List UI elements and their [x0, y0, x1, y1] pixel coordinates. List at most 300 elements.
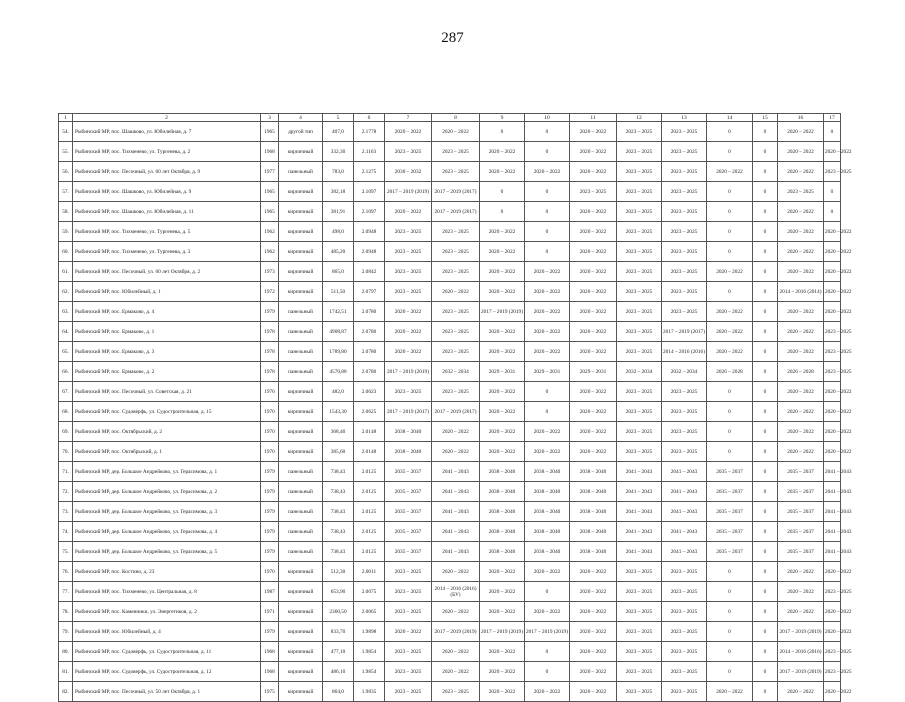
table-cell: 2023 – 2025 — [617, 222, 662, 242]
address-cell: Рыбинский МР, пос. Шашково, ул. Юбилейная, д. 11 — [73, 202, 261, 222]
table-cell: 2038 – 2040 — [480, 522, 525, 542]
table-cell: 2360,50 — [323, 602, 354, 622]
table-cell: 2041 – 2043 — [662, 482, 707, 502]
table-cell: 2035 – 2037 — [385, 522, 432, 542]
table-cell: 2017 – 2019 (2017) — [432, 202, 480, 222]
table-row — [59, 382, 841, 402]
table-cell: 80. — [59, 642, 73, 662]
table-cell: 0 — [707, 382, 753, 402]
table-cell: 0 — [707, 602, 753, 622]
table-row — [59, 562, 841, 582]
table-cell: 2020 – 2022 — [778, 422, 824, 442]
table-cell: 0 — [753, 562, 778, 582]
table-cell: 512,30 — [323, 562, 354, 582]
table-cell: 0 — [707, 142, 753, 162]
table-cell: 2020 – 2022 — [570, 242, 617, 262]
table-cell: 2035 – 2037 — [778, 462, 824, 482]
column-number: 6 — [354, 114, 385, 122]
table-cell: 0 — [707, 642, 753, 662]
table-cell: 1962 — [261, 222, 279, 242]
table-cell: 2020 – 2022 — [432, 122, 480, 142]
table-cell: 2035 – 2037 — [778, 482, 824, 502]
table-cell: 2020 – 2022 — [778, 382, 824, 402]
table-cell: кирпичный — [279, 202, 323, 222]
table-cell: 2017 – 2019 (2017) — [432, 182, 480, 202]
table-row — [59, 122, 841, 142]
table-cell: кирпичный — [279, 602, 323, 622]
table-cell: 2023 – 2025 — [617, 322, 662, 342]
table-cell: 2017 – 2019 (2019) — [432, 622, 480, 642]
table-cell: другой тип — [279, 122, 323, 142]
table-cell: 2023 – 2025 — [617, 562, 662, 582]
table-cell: 2020 – 2022 — [824, 602, 841, 622]
table-cell: 738,43 — [323, 482, 354, 502]
table-cell: панельный — [279, 482, 323, 502]
table-cell: 0 — [753, 662, 778, 682]
column-number: 11 — [570, 114, 617, 122]
table-cell: 2041 – 2043 — [662, 462, 707, 482]
table-cell: 2020 – 2022 — [480, 382, 525, 402]
table-cell: 2023 – 2025 — [824, 662, 841, 682]
table-cell: 2017 – 2019 (2017) — [385, 402, 432, 422]
table-cell: 54. — [59, 122, 73, 142]
table-cell: 2023 – 2025 — [432, 322, 480, 342]
table-cell: 0 — [753, 422, 778, 442]
table-cell: 2023 – 2025 — [385, 662, 432, 682]
column-number: 13 — [662, 114, 707, 122]
address-cell: Рыбинский МР, пос. Каменники, ул. Энергетиков, д. 2 — [73, 602, 261, 622]
table-cell: 2035 – 2037 — [385, 482, 432, 502]
table-cell: 2023 – 2025 — [617, 402, 662, 422]
table-cell: 81. — [59, 662, 73, 682]
table-cell: 71. — [59, 462, 73, 482]
table-cell: 1978 — [261, 342, 279, 362]
table-cell: панельный — [279, 162, 323, 182]
table-cell: 2017 – 2019 (2017) — [432, 402, 480, 422]
table-row — [59, 662, 841, 682]
table-cell: 2023 – 2025 — [662, 442, 707, 462]
table-cell: 2020 – 2022 — [824, 562, 841, 582]
table-cell: 2020 – 2022 — [480, 642, 525, 662]
table-row — [59, 602, 841, 622]
table-cell: панельный — [279, 362, 323, 382]
table-cell: 2020 – 2022 — [570, 122, 617, 142]
table-cell: 2041 – 2043 — [824, 542, 841, 562]
table-cell: 2020 – 2022 — [570, 602, 617, 622]
table-cell: 1.9835 — [354, 682, 385, 702]
table-cell: 2038 – 2040 — [525, 522, 570, 542]
table-cell: 2023 – 2025 — [662, 282, 707, 302]
table-cell: 381,91 — [323, 202, 354, 222]
table-cell: 2020 – 2022 — [778, 162, 824, 182]
table-cell: 2023 – 2025 — [385, 682, 432, 702]
column-number: 15 — [753, 114, 778, 122]
table-cell: 68. — [59, 402, 73, 422]
table-row — [59, 202, 841, 222]
table-cell: 2023 – 2025 — [432, 162, 480, 182]
table-cell: 2038 – 2040 — [570, 542, 617, 562]
table-cell: 2020 – 2022 — [570, 422, 617, 442]
table-cell: 2014 – 2016 (2014) — [778, 282, 824, 302]
table-cell: 2020 – 2022 — [432, 562, 480, 582]
table-cell: кирпичный — [279, 682, 323, 702]
address-cell: Рыбинский МР, пос. Судоверфь, ул. Судостроительная, д. 11 — [73, 642, 261, 662]
table-cell: 1976 — [261, 382, 279, 402]
table-cell: 2041 – 2043 — [824, 502, 841, 522]
table-row — [59, 282, 841, 302]
table-cell: кирпичный — [279, 422, 323, 442]
table-cell: 2017 – 2019 (2019) — [778, 662, 824, 682]
table-cell: 66. — [59, 362, 73, 382]
table-cell: кирпичный — [279, 222, 323, 242]
table-cell: 486,10 — [323, 662, 354, 682]
table-cell: 2023 – 2025 — [617, 662, 662, 682]
table-cell: 1962 — [261, 242, 279, 262]
table-cell: 2020 – 2022 — [570, 342, 617, 362]
table-cell: 2020 – 2022 — [385, 202, 432, 222]
table-cell: кирпичный — [279, 442, 323, 462]
table-cell: 2023 – 2025 — [432, 142, 480, 162]
table-cell: 1543,30 — [323, 402, 354, 422]
table-cell: 0 — [525, 402, 570, 422]
table-cell: панельный — [279, 342, 323, 362]
table-cell: 0 — [525, 242, 570, 262]
table-cell: 0 — [480, 122, 525, 142]
table-cell: 2020 – 2022 — [385, 342, 432, 362]
table-cell: 74. — [59, 522, 73, 542]
table-cell: 2020 – 2022 — [480, 222, 525, 242]
table-cell: 2023 – 2025 — [617, 242, 662, 262]
table-cell: 1970 — [261, 562, 279, 582]
table-cell: 0 — [753, 682, 778, 702]
table-cell: 57. — [59, 182, 73, 202]
table-cell: 2023 – 2025 — [617, 622, 662, 642]
table-cell: 0 — [753, 642, 778, 662]
table-cell: 2020 – 2022 — [525, 322, 570, 342]
table-cell: 2020 – 2022 — [707, 682, 753, 702]
table-cell: 2020 – 2022 — [707, 262, 753, 282]
table-cell: 0 — [480, 182, 525, 202]
table-cell: 2020 – 2022 — [480, 322, 525, 342]
column-number: 5 — [323, 114, 354, 122]
table-cell: кирпичный — [279, 262, 323, 282]
address-cell: Рыбинский МР, дер. Большое Андрейково, ул. Герасимова, д. 4 — [73, 522, 261, 542]
table-cell: 332,30 — [323, 142, 354, 162]
table-row — [59, 162, 841, 182]
table-cell: 0 — [707, 662, 753, 682]
table-cell: 2023 – 2025 — [617, 182, 662, 202]
table-cell: 0 — [753, 142, 778, 162]
table-cell: 0 — [753, 522, 778, 542]
table-cell: 2023 – 2025 — [662, 622, 707, 642]
table-cell: 0 — [753, 182, 778, 202]
table-cell: 738,43 — [323, 542, 354, 562]
table-cell: 2035 – 2037 — [385, 542, 432, 562]
address-cell: Рыбинский МР, пос. Тихменево, ул. Тургенева, д. 2 — [73, 142, 261, 162]
table-cell: 0 — [824, 182, 841, 202]
table-cell: 2038 – 2040 — [570, 482, 617, 502]
table-cell: 2020 – 2022 — [570, 142, 617, 162]
table-cell: 738,43 — [323, 522, 354, 542]
table-cell: 2023 – 2025 — [385, 382, 432, 402]
table-cell: 2020 – 2022 — [525, 602, 570, 622]
table-cell: 833,70 — [323, 622, 354, 642]
table-cell: 2032 – 2034 — [617, 362, 662, 382]
table-cell: 2020 – 2022 — [570, 642, 617, 662]
column-number: 9 — [480, 114, 525, 122]
table-cell: 1970 — [261, 422, 279, 442]
table-cell: 1.9898 — [354, 622, 385, 642]
table-cell: 2020 – 2022 — [480, 342, 525, 362]
table-cell: 2038 – 2040 — [525, 502, 570, 522]
table-cell: 2023 – 2025 — [662, 402, 707, 422]
table-cell: 2020 – 2022 — [778, 202, 824, 222]
table-cell: 2026 – 2028 — [778, 362, 824, 382]
table-cell: 2023 – 2025 — [432, 262, 480, 282]
table-cell: 78. — [59, 602, 73, 622]
table-cell: 2020 – 2022 — [824, 302, 841, 322]
table-cell: 2023 – 2025 — [662, 382, 707, 402]
table-cell: 1971 — [261, 602, 279, 622]
table-cell: панельный — [279, 542, 323, 562]
table-cell: 1979 — [261, 482, 279, 502]
address-cell: Рыбинский МР, пос. Костино, д. 23 — [73, 562, 261, 582]
table-cell: 0 — [753, 622, 778, 642]
table-cell: 2.0623 — [354, 382, 385, 402]
table-cell: 2023 – 2025 — [824, 582, 841, 602]
table-cell: 63. — [59, 302, 73, 322]
table-cell: 2020 – 2022 — [570, 202, 617, 222]
table-cell: 2023 – 2025 — [385, 642, 432, 662]
table-cell: 2020 – 2022 — [778, 682, 824, 702]
table-cell: 2023 – 2025 — [617, 122, 662, 142]
table-cell: 0 — [753, 442, 778, 462]
table-row — [59, 142, 841, 162]
table-cell: 2020 – 2022 — [707, 322, 753, 342]
table-cell: 2023 – 2025 — [662, 142, 707, 162]
table-cell: 1742,51 — [323, 302, 354, 322]
table-cell: 2.0780 — [354, 362, 385, 382]
table-cell: 2020 – 2022 — [525, 262, 570, 282]
table-cell: 2020 – 2022 — [570, 582, 617, 602]
address-cell: Рыбинский МР, дер. Большое Андрейково, ул. Герасимова, д. 5 — [73, 542, 261, 562]
table-cell: 2020 – 2022 — [778, 442, 824, 462]
table-cell: кирпичный — [279, 662, 323, 682]
table-cell: 75. — [59, 542, 73, 562]
table-cell: 2020 – 2022 — [480, 282, 525, 302]
column-number: 17 — [824, 114, 841, 122]
table-cell: 2020 – 2022 — [778, 302, 824, 322]
table-cell: 69. — [59, 422, 73, 442]
table-cell: 485,20 — [323, 242, 354, 262]
table-cell: 2.1097 — [354, 182, 385, 202]
table-cell: 2020 – 2022 — [570, 302, 617, 322]
table-cell: 1987 — [261, 582, 279, 602]
table-cell: 0 — [525, 122, 570, 142]
table-cell: 2020 – 2022 — [824, 622, 841, 642]
table-cell: 2020 – 2022 — [824, 142, 841, 162]
table-cell: 2020 – 2022 — [570, 222, 617, 242]
table-cell: 2035 – 2037 — [385, 502, 432, 522]
table-cell: 2017 – 2019 (2019) — [525, 622, 570, 642]
table-cell: 64. — [59, 322, 73, 342]
table-cell: 2023 – 2025 — [432, 302, 480, 322]
register-table — [58, 113, 852, 702]
table-cell: 2020 – 2022 — [570, 662, 617, 682]
table-cell: 2.0948 — [354, 222, 385, 242]
table-cell: 2020 – 2022 — [570, 162, 617, 182]
table-cell: 0 — [707, 282, 753, 302]
table-cell: 2041 – 2043 — [617, 482, 662, 502]
table-cell: 2.0125 — [354, 462, 385, 482]
table-cell: 2023 – 2025 — [617, 582, 662, 602]
table-cell: 511,50 — [323, 282, 354, 302]
table-row — [59, 482, 841, 502]
table-cell: 0 — [753, 262, 778, 282]
table-cell: 2035 – 2037 — [707, 462, 753, 482]
table-cell: 2020 – 2022 — [385, 122, 432, 142]
table-cell: 1975 — [261, 682, 279, 702]
table-cell: 1977 — [261, 162, 279, 182]
table-cell: 2020 – 2022 — [480, 602, 525, 622]
table-cell: 2020 – 2022 — [480, 442, 525, 462]
table-cell: 482,0 — [323, 382, 354, 402]
table-cell: 2023 – 2025 — [778, 182, 824, 202]
table-cell: 2020 – 2022 — [480, 262, 525, 282]
column-number: 1 — [59, 114, 73, 122]
address-cell: Рыбинский МР, пос. Песочный, ул. 50 лет Октября, д. 1 — [73, 682, 261, 702]
table-cell: 2023 – 2025 — [617, 442, 662, 462]
table-row — [59, 322, 841, 342]
table-cell: 2041 – 2043 — [824, 522, 841, 542]
table-cell: 2023 – 2025 — [432, 222, 480, 242]
table-cell: 2020 – 2022 — [824, 442, 841, 462]
table-cell: 1968 — [261, 142, 279, 162]
table-cell: 4908,87 — [323, 322, 354, 342]
table-row — [59, 222, 841, 242]
table-cell: 2038 – 2040 — [385, 422, 432, 442]
address-cell: Рыбинский МР, пос. Песочный, ул. 60 лет Октября, д. 9 — [73, 162, 261, 182]
table-cell: панельный — [279, 322, 323, 342]
table-cell: 2020 – 2022 — [480, 662, 525, 682]
table-cell: 1979 — [261, 622, 279, 642]
table-cell: 2020 – 2022 — [778, 242, 824, 262]
table-cell: 0 — [753, 542, 778, 562]
table-row — [59, 522, 841, 542]
table-cell: 2020 – 2022 — [570, 402, 617, 422]
table-cell: 2020 – 2022 — [525, 302, 570, 322]
table-cell: 2023 – 2025 — [385, 262, 432, 282]
table-cell: 0 — [753, 502, 778, 522]
address-cell: Рыбинский МР, пос. Судоверфь, ул. Судостроительная, д. 12 — [73, 662, 261, 682]
address-cell: Рыбинский МР, пос. Ермаково, д. 1 — [73, 322, 261, 342]
table-cell: 2020 – 2022 — [480, 162, 525, 182]
table-cell: 2035 – 2037 — [778, 522, 824, 542]
table-cell: 2020 – 2022 — [570, 322, 617, 342]
table-cell: 70. — [59, 442, 73, 462]
address-cell: Рыбинский МР, пос. Шашково, ул. Юбилейная, д. 9 — [73, 182, 261, 202]
table-cell: 2030 – 2032 — [385, 162, 432, 182]
table-cell: 0 — [707, 442, 753, 462]
table-cell: 1965 — [261, 182, 279, 202]
table-cell: 0 — [525, 662, 570, 682]
table-cell: 385,60 — [323, 442, 354, 462]
table-cell: 0 — [753, 602, 778, 622]
table-cell: 2023 – 2025 — [662, 302, 707, 322]
address-cell: Рыбинский МР, пос. Шашково, ул. Юбилейная, д. 7 — [73, 122, 261, 142]
table-cell: 2020 – 2022 — [480, 242, 525, 262]
table-cell: 2038 – 2040 — [570, 502, 617, 522]
table-cell: 2023 – 2025 — [432, 342, 480, 362]
address-cell: Рыбинский МР, пос. Песочный, ул. Советская, д. 21 — [73, 382, 261, 402]
table-cell: 1968 — [261, 662, 279, 682]
table-cell: 0 — [753, 482, 778, 502]
table-cell: 2020 – 2022 — [432, 662, 480, 682]
table-cell: 2020 – 2022 — [525, 682, 570, 702]
address-cell: Рыбинский МР, пос. Ермаково, д. 2 — [73, 362, 261, 382]
table-cell: 2023 – 2025 — [617, 382, 662, 402]
table-cell: панельный — [279, 462, 323, 482]
table-cell: 2020 – 2022 — [480, 422, 525, 442]
table-cell: 2026 – 2028 — [707, 362, 753, 382]
table-cell: 2038 – 2040 — [525, 542, 570, 562]
table-cell: 0 — [707, 402, 753, 422]
table-cell: 2017 – 2019 (2019) — [480, 302, 525, 322]
table-cell: 1979 — [261, 542, 279, 562]
table-cell: 2041 – 2043 — [617, 522, 662, 542]
column-number: 12 — [617, 114, 662, 122]
table-row — [59, 182, 841, 202]
table-cell: кирпичный — [279, 402, 323, 422]
table-cell: 2.0125 — [354, 502, 385, 522]
table-row — [59, 362, 841, 382]
table-cell: 2020 – 2022 — [480, 402, 525, 422]
table-cell: 2.0125 — [354, 542, 385, 562]
table-cell: 2035 – 2037 — [778, 542, 824, 562]
table-cell: панельный — [279, 502, 323, 522]
table-cell: 2041 – 2043 — [432, 462, 480, 482]
table-cell: кирпичный — [279, 142, 323, 162]
table-cell: 2041 – 2043 — [824, 462, 841, 482]
address-cell: Рыбинский МР, пос. Песочный, ул. 60 лет Октября, д. 2 — [73, 262, 261, 282]
table-cell: 76. — [59, 562, 73, 582]
table-cell: 0 — [753, 302, 778, 322]
table-cell: 2017 – 2019 (2019) — [480, 622, 525, 642]
table-cell: 2023 – 2025 — [432, 242, 480, 262]
table-cell: 2020 – 2022 — [385, 322, 432, 342]
table-cell: 60. — [59, 242, 73, 262]
table-cell: 2020 – 2022 — [707, 162, 753, 182]
table-row — [59, 502, 841, 522]
table-cell: 2023 – 2025 — [385, 562, 432, 582]
table-cell: 4570,88 — [323, 362, 354, 382]
table-cell: 2020 – 2022 — [778, 402, 824, 422]
table-cell: 0 — [525, 142, 570, 162]
table-cell: 2023 – 2025 — [617, 602, 662, 622]
table-cell: 2035 – 2037 — [707, 542, 753, 562]
table-cell: панельный — [279, 522, 323, 542]
table-row — [59, 582, 841, 602]
table-cell: 2.0797 — [354, 282, 385, 302]
table-cell: 2020 – 2022 — [778, 322, 824, 342]
table-cell: 0 — [753, 222, 778, 242]
table-cell: 2020 – 2022 — [385, 622, 432, 642]
table-cell: 1965 — [261, 202, 279, 222]
column-number: 10 — [525, 114, 570, 122]
table-cell: 2029 – 2031 — [525, 362, 570, 382]
table-cell: 2020 – 2022 — [707, 302, 753, 322]
table-cell: 2.1778 — [354, 122, 385, 142]
